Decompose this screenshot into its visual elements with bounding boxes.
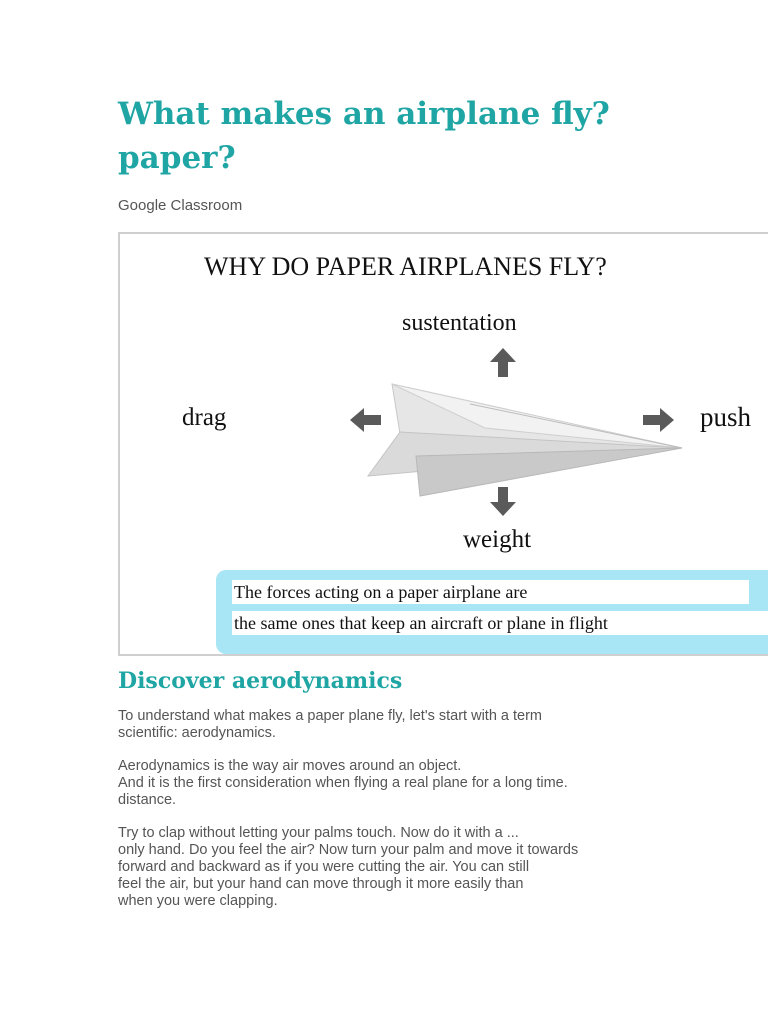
paragraph-definition	[118, 758, 638, 809]
section-heading: Discover aerodynamics	[118, 668, 403, 694]
paper-airplane-icon	[360, 374, 690, 499]
paragraph-experiment	[118, 825, 638, 910]
page-title-line-1: What makes an airplane fly?	[118, 96, 610, 132]
paragraph-line: forward and backward as if you were cutting the air. You can still	[118, 859, 530, 875]
caption-line-2: the same ones that keep an aircraft or plane in flight	[232, 611, 768, 635]
paragraph-line: To understand what makes a paper plane fly, let's start with a term	[118, 708, 543, 724]
airplane-forces-figure	[118, 232, 768, 656]
page-title-line-2: paper?	[118, 140, 236, 176]
label-sustentation: sustentation	[402, 310, 517, 336]
paragraph-line: feel the air, but your hand can move through it more easily than	[118, 876, 524, 892]
page-title	[118, 92, 718, 180]
paragraph-line: only hand. Do you feel the air? Now turn your palm and move it towards	[118, 842, 579, 858]
paragraph-intro	[118, 708, 638, 742]
paragraph-line: Aerodynamics is the way air moves around an object.	[118, 758, 462, 774]
label-push: push	[700, 402, 752, 432]
label-drag: drag	[182, 404, 227, 431]
source-label[interactable]: Google Classroom	[118, 197, 243, 214]
paragraph-line: when you were clapping.	[118, 893, 278, 909]
label-weight: weight	[463, 526, 532, 553]
caption-box	[216, 570, 768, 654]
paragraph-line: Try to clap without letting your palms touch. Now do it with a ...	[118, 825, 519, 841]
paragraph-line: scientific: aerodynamics.	[118, 725, 276, 741]
paragraph-line: distance.	[118, 792, 177, 808]
caption-line-1: The forces acting on a paper airplane are	[232, 580, 749, 604]
figure-title: WHY DO PAPER AIRPLANES FLY?	[204, 252, 607, 281]
paragraph-line: And it is the first consideration when flying a real plane for a long time.	[118, 775, 568, 791]
